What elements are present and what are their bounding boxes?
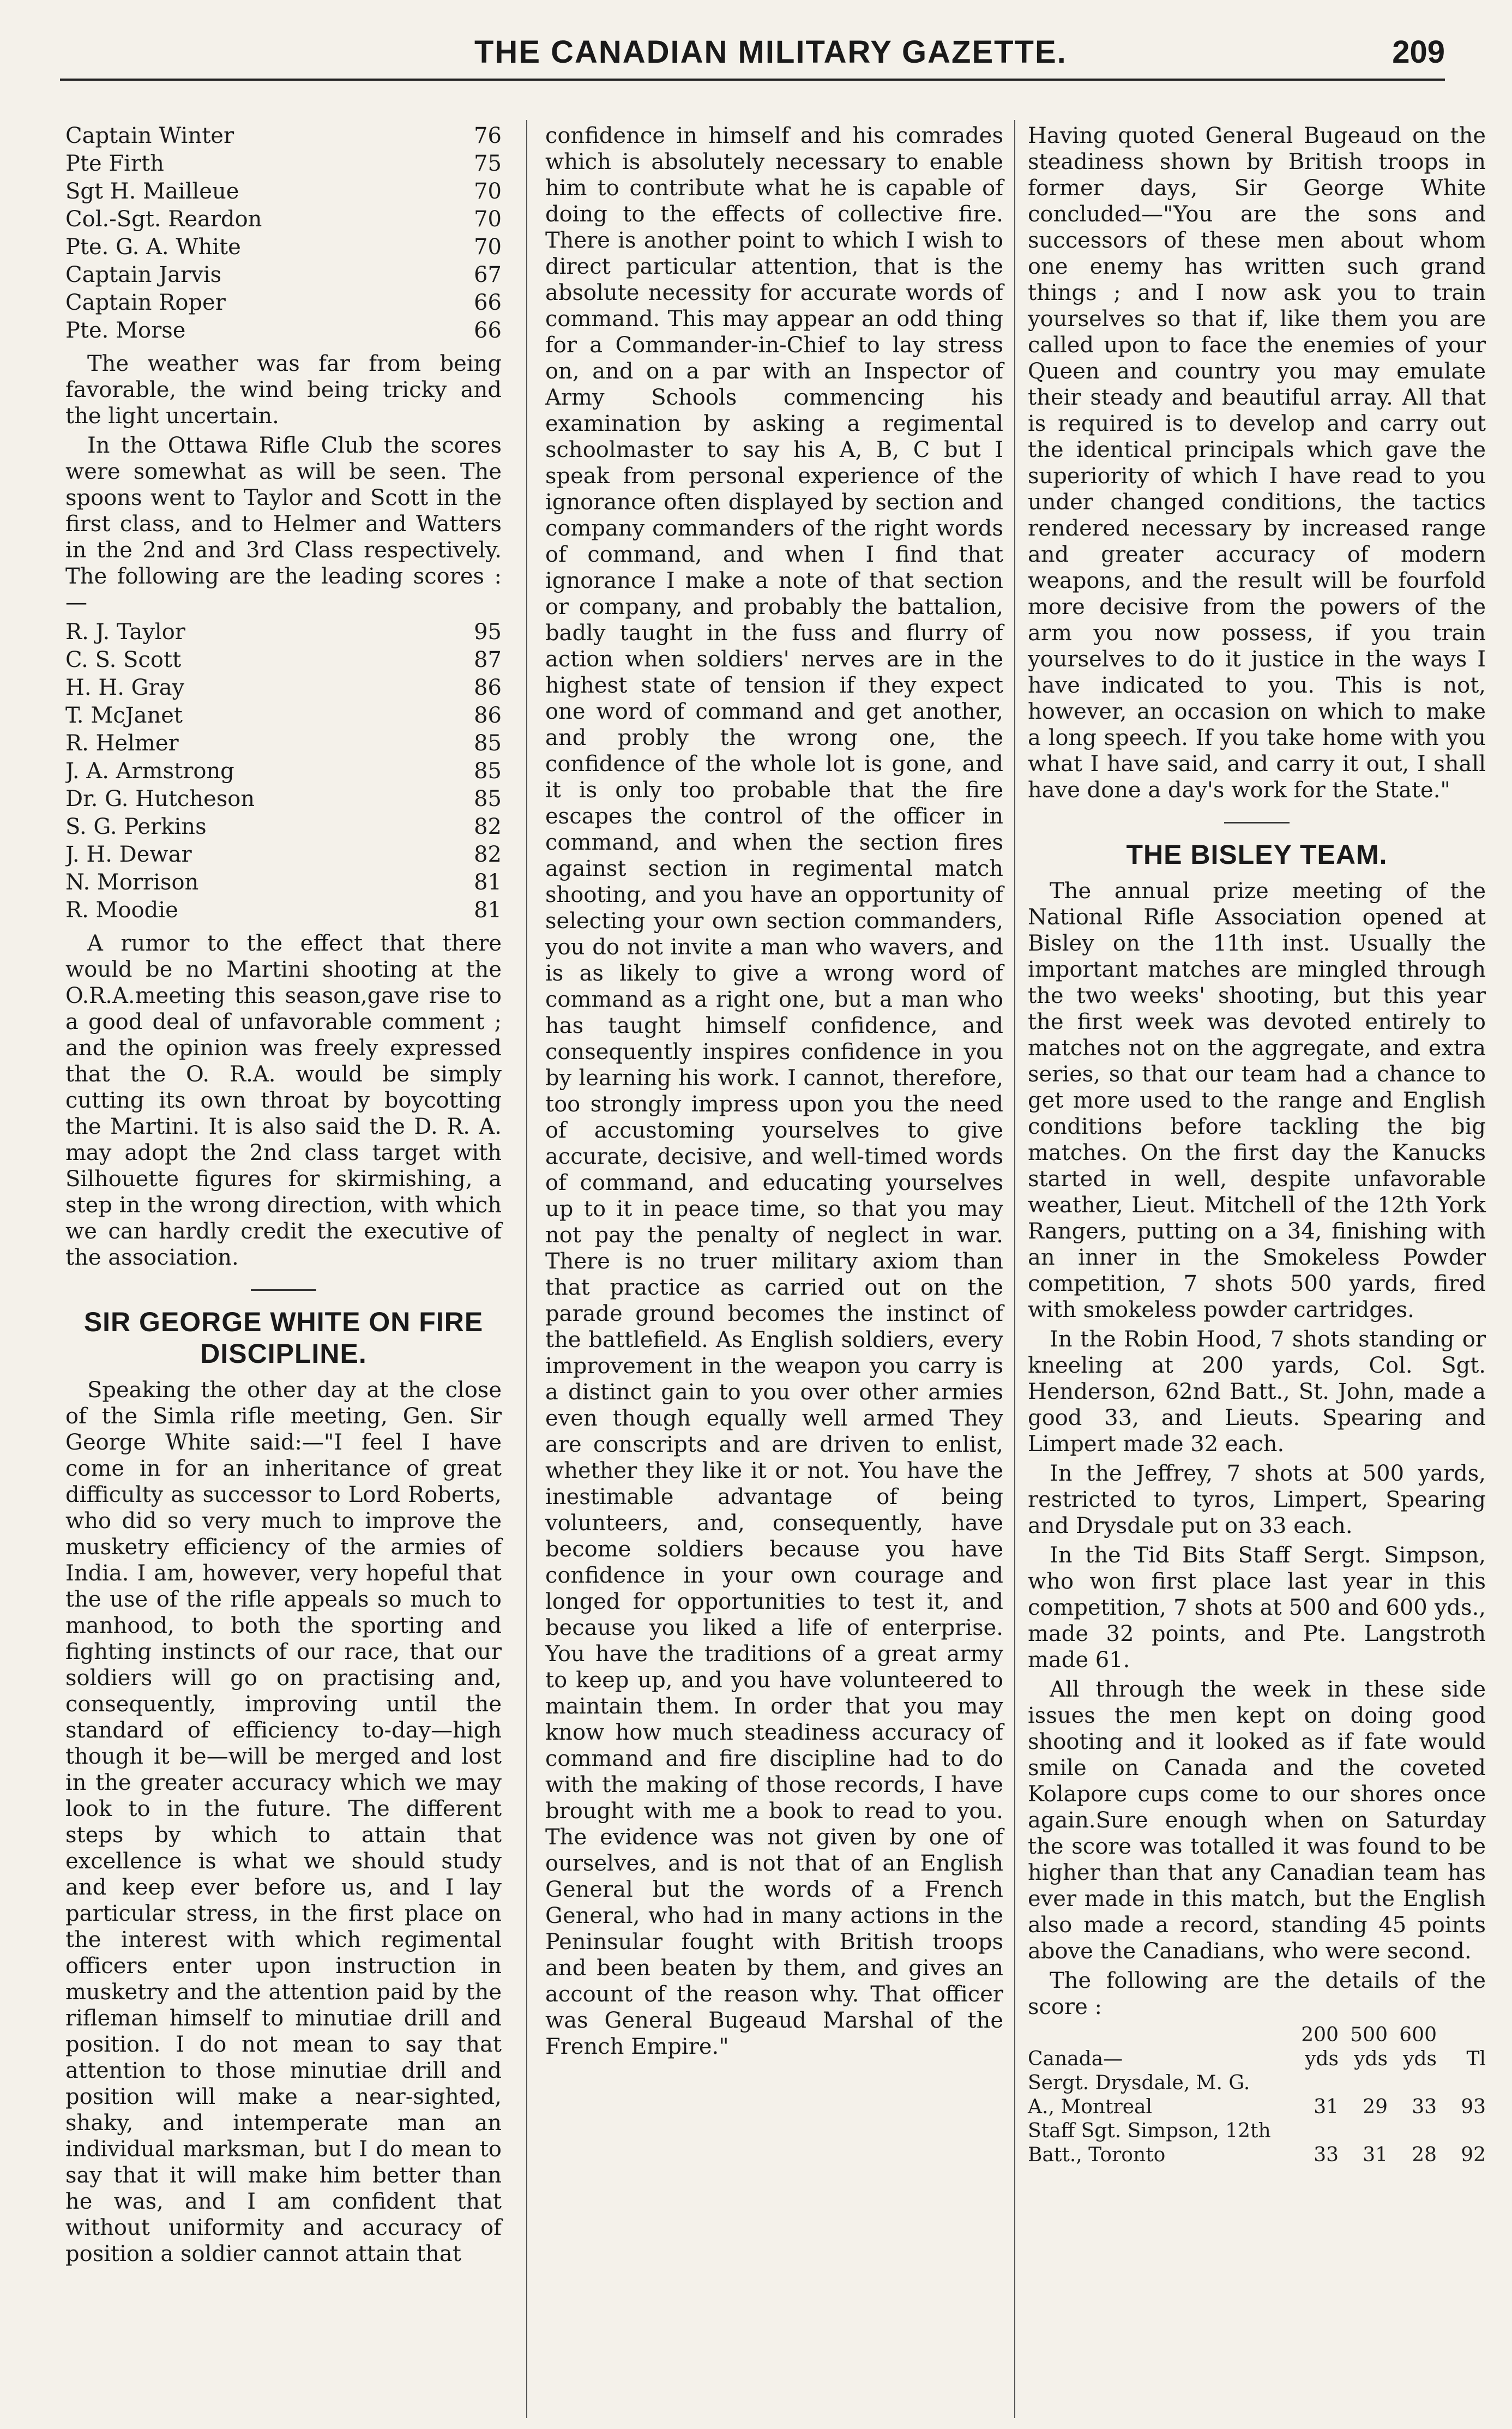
section-rule bbox=[251, 1289, 316, 1291]
masthead-title: THE CANADIAN MILITARY GAZETTE. bbox=[474, 34, 1067, 70]
heading-white: SIR GEORGE WHITE ON FIRE DISCIPLINE. bbox=[83, 1307, 484, 1369]
paragraph-weather: The weather was far from being favorable, the wind being tricky and the light uncertain. bbox=[65, 351, 502, 429]
score-value: 66 bbox=[474, 318, 502, 343]
paragraph-bugeaud: Having quoted General Bugeaud on the steadiness shown by British troops in former days, Sir George White concluded—"You are the sons and successors of these men about whom one enemy has written such grand things ; and I now ask you to train yourselves so that if, like them you are called upon to face the enemies of your Queen and country you may emulate their steady and beautiful array. All that is required is to develop and carry out the identical principals which gave the superiority of which I have read to you under changed conditions, the tactics rendered necessary by increased range and greater accuracy of modern weapons, and the result will be fourfold more decisive from the powers of the arm you now possess, if you train yourselves to do it justice in the ways I have indicated to you. This is not, however, an occasion on which to make a long speech. If you take home with you what I have said, and carry it out, I shall have done a day's work for the State." bbox=[1028, 123, 1486, 803]
score-row bbox=[65, 262, 502, 290]
score-row bbox=[65, 206, 502, 234]
score-value: 85 bbox=[474, 786, 502, 811]
score-row bbox=[65, 619, 502, 647]
score-row bbox=[65, 702, 502, 730]
masthead-rule bbox=[60, 79, 1445, 81]
score-value: 81 bbox=[474, 870, 502, 895]
country-label: Canada— bbox=[1028, 2048, 1123, 2070]
score-row bbox=[65, 841, 502, 869]
score-name: T. McJanet bbox=[65, 703, 183, 728]
total-cell: 92 bbox=[1461, 2144, 1486, 2166]
score-name: H. H. Gray bbox=[65, 675, 185, 700]
score-name: N. Morrison bbox=[65, 870, 199, 895]
shooter-name: Sergt. Drysdale, M. G. bbox=[1028, 2072, 1250, 2094]
column-divider bbox=[526, 120, 527, 2418]
score-value: 85 bbox=[474, 731, 502, 756]
score-value: 86 bbox=[474, 703, 502, 728]
score-row bbox=[65, 675, 502, 702]
table-row bbox=[1028, 2071, 1486, 2095]
paragraph-bisley-6: The following are the details of the score : bbox=[1028, 1968, 1486, 2019]
score-value: 67 bbox=[474, 262, 502, 287]
score-row bbox=[65, 290, 502, 317]
paragraph-ottawa: In the Ottawa Rifle Club the scores were somewhat as will be seen. The spoons went to Taylor and Scott in the first class, and to Helmer and Watters in the 2nd and 3rd Class respectively. The following are the leading scores :— bbox=[65, 433, 502, 615]
score-value: 87 bbox=[474, 647, 502, 672]
score-list-b bbox=[65, 619, 502, 925]
score-row bbox=[65, 151, 502, 178]
score-value: 95 bbox=[474, 620, 502, 645]
header-cell: Tl bbox=[1466, 2048, 1486, 2070]
score-name: R. Moodie bbox=[65, 898, 178, 923]
column-1 bbox=[65, 123, 502, 2270]
score-name: Captain Winter bbox=[65, 123, 234, 148]
score-row bbox=[65, 758, 502, 786]
score-name: Captain Jarvis bbox=[65, 262, 222, 287]
table-row bbox=[1028, 2095, 1486, 2119]
table-header-ranges bbox=[1028, 2023, 1486, 2047]
score-value: 70 bbox=[474, 179, 502, 204]
page-number: 209 bbox=[1392, 34, 1445, 70]
score-name: Pte. G. A. White bbox=[65, 235, 241, 260]
score-name: S. G. Perkins bbox=[65, 814, 207, 839]
table-row bbox=[1028, 2143, 1486, 2167]
score-name: J. H. Dewar bbox=[65, 842, 192, 867]
paragraph-speech: confidence in himself and his comrades which is absolutely necessary to enable him to contribute what he is capable of doing to the effects of collective fire. There is another point to which I wish to direct particular attention, that is the absolute necessity for accurate words of command. This may appear an odd thing for a Commander-in-Chief to lay stress on, and on a par with an Inspector of Army Schools commencing his examination by asking a regimental schoolmaster to say his A, B, C but I speak from personal experience of the ignorance often displayed by section and company commanders of the right words of command, and when I find that ignorance I make a note of that section or company, and probably the battalion, badly taught in the fuss and flurry of action when soldiers' nerves are in the highest state of tension if they expect one word of command and get another, and probly the wrong one, the confidence of the whole lot is gone, and it is only too probable that the fire escapes the control of the officer in command, and when the section fires against section in regimental match shooting, and you have an opportunity of selecting your own section commanders, you do not invite a man who wavers, and is as likely to give a wrong word of command as a right one, but a man who has taught himself confidence, and consequently inspires confidence in you by learning his work. I cannot, therefore, too strongly impress upon you the need of accustoming yourselves to give accurate, decisive, and well-timed words of command, and educating yourselves up to it in peace time, so that you may not pay the penalty of neglect in war. There is no truer military axiom than that practice as carried out on the parade ground becomes the instinct of the battlefield. As English soldiers, every improvement in the weapon you carry is a distinct gain to you over other armies even though equally well armed They are conscripts and are driven to enlist, whether they like it or not. You have the inestimable advantage of being volunteers, and, consequently, have become soldiers because you have confidence in your own courage and longed for opportunities to test it, and because you liked a life of enterprise. You have the traditions of a great army to keep up, and you have volunteered to maintain them. In order that you may know how much steadiness accuracy of command and fire discipline had to do with the making of those records, I have brought with me a book to read to you. The evidence was not given by one of ourselves, and is not that of an English General but the words of a French General, who had in many actions in the Peninsular fought with British troops and been beaten by them, and gives an account of the reason why. That officer was General Bugeaud Marshal of the French Empire." bbox=[545, 123, 1003, 2059]
score-cell: 31 bbox=[1314, 2096, 1339, 2118]
shooter-name: Staff Sgt. Simpson, 12th bbox=[1028, 2120, 1271, 2142]
score-name: Dr. G. Hutcheson bbox=[65, 786, 255, 811]
score-name: R. J. Taylor bbox=[65, 620, 185, 645]
shooter-unit: Batt., Toronto bbox=[1028, 2144, 1166, 2166]
score-name: Pte. Morse bbox=[65, 318, 186, 343]
score-list-a bbox=[65, 123, 502, 345]
score-row bbox=[65, 317, 502, 345]
score-cell: 31 bbox=[1363, 2144, 1388, 2166]
score-name: J. A. Armstrong bbox=[65, 759, 234, 784]
score-name: Pte Firth bbox=[65, 151, 164, 176]
paragraph-rumor: A rumor to the effect that there would be no Martini shooting at the O.R.A.meeting this season,gave rise to a good deal of unfavorable comment ; and the opinion was freely expressed that the O. R.A. would be simply cutting its own throat by boycotting the Martini. It is also said the D. R. A. may adopt the 2nd class target with Silhouette figures for skirmishing, a step in the wrong direction, with which we can hardly credit the executive of the association. bbox=[65, 931, 502, 1270]
score-name: C. S. Scott bbox=[65, 647, 182, 672]
score-name: Captain Roper bbox=[65, 290, 226, 315]
heading-bisley: THE BISLEY TEAM. bbox=[1126, 839, 1388, 870]
paragraph-bisley-2: In the Robin Hood, 7 shots standing or kneeling at 200 yards, Col. Sgt. Henderson, 62nd Batt., St. John, made a good 33, and Lieuts. Spearing and Limpert made 32 each. bbox=[1028, 1327, 1486, 1457]
header-cell: 200 bbox=[1301, 2024, 1339, 2046]
score-value: 70 bbox=[474, 235, 502, 260]
header-cell: 600 bbox=[1399, 2024, 1437, 2046]
masthead bbox=[60, 34, 1445, 84]
score-row bbox=[65, 178, 502, 206]
section-rule bbox=[1224, 822, 1290, 823]
paragraph-bisley-1: The annual prize meeting of the National Rifle Association opened at Bisley on the 11th inst. Usually the important matches are mingled through the two weeks' shooting, but this year the first week was devoted entirely to matches not on the aggregate, and extra series, so that our team had a chance to get more used to the range and English conditions before tackling the big matches. On the first day the Kanucks started in well, despite unfavorable weather, Lieut. Mitchell of the 12th York Rangers, putting on a 34, finishing with an inner in the Smokeless Powder competition, 7 shots 500 yards, fired with smokeless powder cartridges. bbox=[1028, 879, 1486, 1322]
score-row bbox=[65, 814, 502, 841]
score-table bbox=[1028, 2023, 1486, 2167]
column-divider bbox=[1014, 120, 1015, 2418]
table-header-units bbox=[1028, 2047, 1486, 2071]
score-row bbox=[65, 786, 502, 814]
score-cell: 33 bbox=[1412, 2096, 1437, 2118]
score-row bbox=[65, 897, 502, 925]
score-value: 70 bbox=[474, 207, 502, 232]
header-cell: yds bbox=[1305, 2048, 1339, 2070]
score-cell: 33 bbox=[1314, 2144, 1339, 2166]
score-row bbox=[65, 647, 502, 675]
column-2 bbox=[545, 123, 1003, 2063]
column-3 bbox=[1028, 123, 1486, 2167]
table-row bbox=[1028, 2119, 1486, 2143]
paragraph-white: Speaking the other day at the close of the Simla rifle meeting, Gen. Sir George White said:—"I feel I have come in for an inheritance of great difficulty as successor to Lord Roberts, who did so very much to improve the musketry efficiency of the armies of India. I am, however, very hopeful that the use of the rifle appeals so much to manhood, to both the sporting and fighting instincts of our race, that our soldiers will go on practising and, consequently, improving until the standard of efficiency to-day—high though it be—will be merged and lost in the greater accuracy which we may look to in the future. The different steps by which to attain that excellence is what we should study and keep ever before us, and I lay particular stress, in the first place on the interest with which regimental officers enter upon instruction in musketry and the attention paid by the rifleman himself to minutiae drill and position. I do not mean to say that attention to those minutiae drill and position will make a near-sighted, shaky, and intemperate man an individual marksman, but I do mean to say that it will make him better than he was, and I am confident that without uniformity and accuracy of position a soldier cannot attain that bbox=[65, 1378, 502, 2266]
score-row bbox=[65, 730, 502, 758]
score-row bbox=[65, 234, 502, 262]
paragraph-bisley-3: In the Jeffrey, 7 shots at 500 yards, restricted to tyros, Limpert, Spearing and Drysdale put on 33 each. bbox=[1028, 1461, 1486, 1538]
score-value: 76 bbox=[474, 123, 502, 148]
score-name: Sgt H. Mailleue bbox=[65, 179, 239, 204]
score-cell: 28 bbox=[1412, 2144, 1437, 2166]
header-cell: 500 bbox=[1350, 2024, 1388, 2046]
shooter-unit: A., Montreal bbox=[1028, 2096, 1153, 2118]
score-name: R. Helmer bbox=[65, 731, 179, 756]
score-value: 82 bbox=[474, 814, 502, 839]
total-cell: 93 bbox=[1461, 2096, 1486, 2118]
header-cell: yds bbox=[1403, 2048, 1437, 2070]
score-row bbox=[65, 869, 502, 897]
header-cell: yds bbox=[1354, 2048, 1388, 2070]
paragraph-bisley-4: In the Tid Bits Staff Sergt. Simpson, who won first place last year in this competition, 7 shots at 500 and 600 yds., made 32 points, and Pte. Langstroth made 61. bbox=[1028, 1543, 1486, 1673]
score-name: Col.-Sgt. Reardon bbox=[65, 207, 262, 232]
score-value: 66 bbox=[474, 290, 502, 315]
score-cell: 29 bbox=[1363, 2096, 1388, 2118]
paragraph-bisley-5: All through the week in these side issues the men kept on doing good shooting and it looked as if fate would smile on Canada and the coveted Kolapore cups come to our shores once again.Sure enough when on Saturday the score was totalled it was found to be higher than that any Canadian team has ever made in this match, but the English also made a record, standing 45 points above the Canadians, who were second. bbox=[1028, 1677, 1486, 1964]
score-value: 75 bbox=[474, 151, 502, 176]
score-value: 82 bbox=[474, 842, 502, 867]
score-value: 86 bbox=[474, 675, 502, 700]
score-row bbox=[65, 123, 502, 151]
score-value: 85 bbox=[474, 759, 502, 784]
score-value: 81 bbox=[474, 898, 502, 923]
